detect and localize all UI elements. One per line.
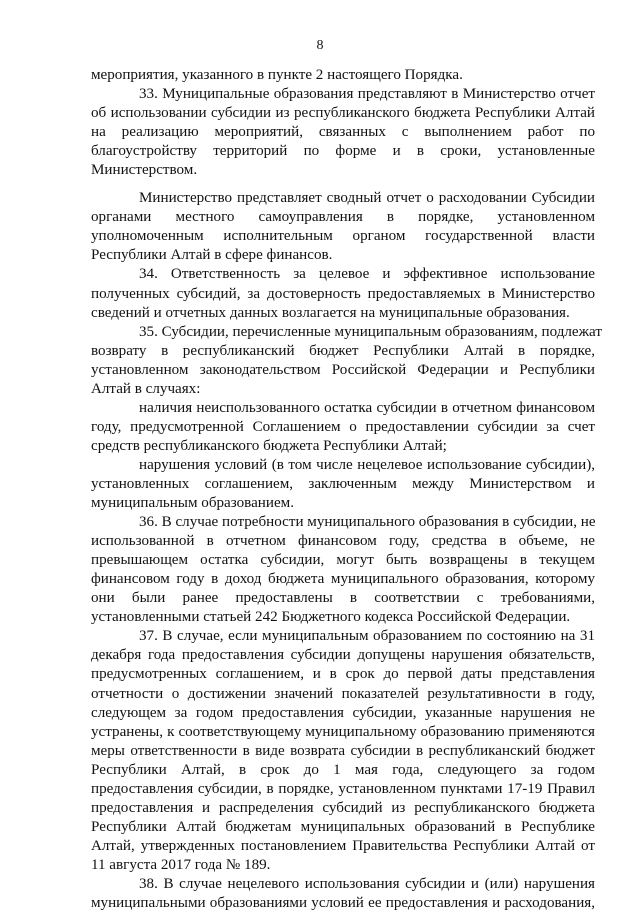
text-line: благоустройству территорий по форме и в сроки, установленные — [91, 143, 595, 160]
text-line: органами местного самоуправления в порядке, установленном — [91, 209, 595, 226]
text-line: следующем за годом предоставления субсидии, указанные нарушения не — [91, 704, 595, 721]
text-line: полученных субсидий, за достоверность предоставляемых в Министерство — [91, 285, 595, 302]
text-line: предусмотренных соглашением, и в срок до первой даты представления — [91, 666, 595, 683]
text-line: уполномоченным исполнительным органом государственной власти — [91, 228, 595, 245]
text-line: отчетности о достижении значений показателей результативности в году, — [91, 685, 595, 702]
text-line: средств республиканского бюджета Республики Алтай; — [91, 437, 447, 454]
text-line: устранены, к соответствующему муниципальному образованию применяются — [91, 723, 595, 740]
text-line: установленных соглашением, заключенным между Министерством и — [91, 475, 595, 492]
text-line: 34. Ответственность за целевое и эффективное использование — [139, 266, 595, 283]
text-line: Министерством. — [91, 162, 198, 179]
text-line: Республики Алтай, в срок до 1 мая года, следующего за годом — [91, 761, 595, 778]
text-line: возврату в республиканский бюджет Республики Алтай в порядке, — [91, 342, 595, 359]
text-line: мероприятия, указанного в пункте 2 настоящего Порядка. — [91, 67, 463, 83]
document-body — [91, 66, 602, 913]
text-line: финансовом году в доход бюджета муниципального образования, которому — [91, 571, 595, 588]
text-line: 11 августа 2017 года № 189. — [91, 856, 271, 873]
text-line: 36. В случае потребности муниципального образования в субсидии, не — [139, 514, 596, 531]
text-line: Министерство представляет сводный отчет о расходовании Субсидии — [139, 190, 595, 207]
text-line: 38. В случае нецелевого использования субсидии и (или) нарушения — [139, 875, 595, 892]
text-line: меры ответственности в виде возврата субсидии в республиканский бюджет — [91, 742, 595, 759]
text-line: Республики Алтай в сфере финансов. — [91, 247, 333, 264]
text-line: Алтай, утвержденных постановлением Правительства Республики Алтай от — [91, 837, 595, 854]
text-line: 37. В случае, если муниципальным образованием по состоянию на 31 — [139, 628, 595, 645]
text-line: об использовании субсидии из республиканского бюджета Республики Алтай — [91, 105, 595, 122]
text-line: нарушения условий (в том числе нецелевое использование субсидии), — [139, 456, 595, 473]
text-line: сведений и отчетных данных возлагается на муниципальные образования. — [91, 304, 570, 321]
text-line: декабря года предоставления субсидии допущены нарушения обязательств, — [91, 647, 595, 664]
text-line: году, предусмотренной Соглашением о предоставлении субсидии за счет — [91, 418, 595, 435]
text-line: Алтай в случаях: — [91, 380, 201, 397]
text-line: предоставления и распределения субсидий из республиканского бюджета — [91, 799, 595, 816]
text-line: превышающем остатка субсидии, могут быть возвращены в текущем — [91, 552, 595, 569]
text-line: использованной в отчетном финансовом году, средства в объеме, не — [91, 533, 595, 550]
text-line: муниципальными образованиями условий ее предоставления и расходования, — [91, 895, 595, 912]
text-line: предоставления субсидии, в порядке, установленном пунктами 17-19 Правил — [91, 780, 595, 797]
text-line: Республики Алтай бюджетам муниципальных образований в Республике — [91, 818, 595, 835]
text-line: установленными статьей 242 Бюджетного кодекса Российской Федерации. — [91, 609, 571, 626]
text-line: наличия неиспользованного остатка субсидии в отчетном финансовом — [139, 399, 595, 416]
text-line: установленном законодательством Российской Федерации и Республики — [91, 361, 595, 378]
text-line: на реализацию мероприятий, связанных с выполнением работ по — [91, 124, 595, 141]
text-line: 33. Муниципальные образования представляют в Министерство отчет — [139, 86, 595, 103]
text-line: муниципальным образованием. — [91, 495, 294, 512]
text-line: они были ранее предоставлены в соответствии с требованиями, — [91, 590, 595, 607]
page-number: 8 — [316, 38, 324, 53]
text-line: 35. Субсидии, перечисленные муниципальным образованиям, подлежат — [139, 323, 602, 340]
